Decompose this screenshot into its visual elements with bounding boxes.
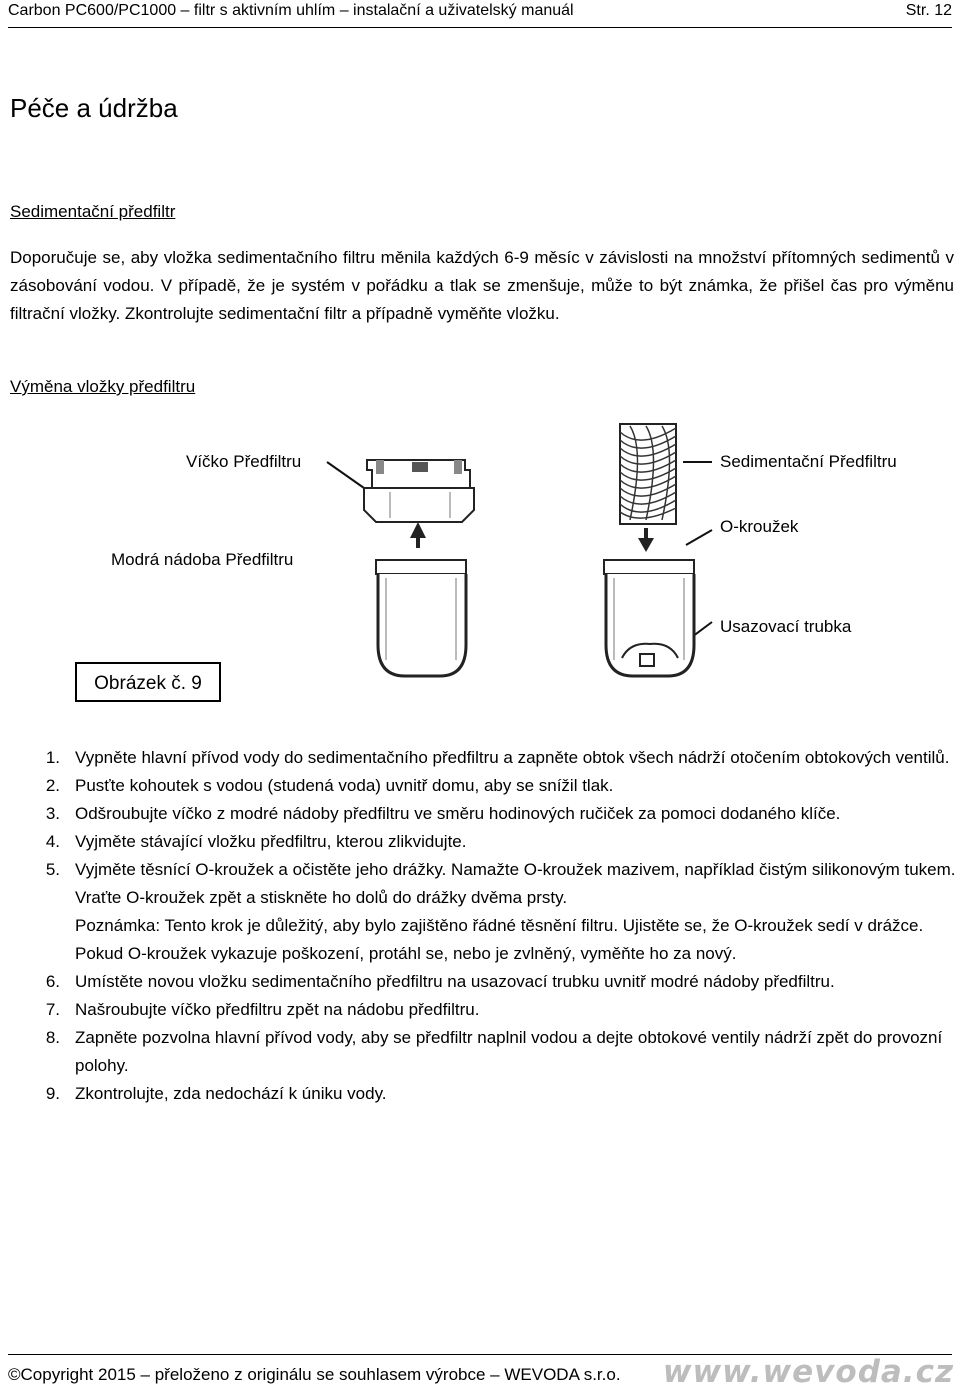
header-divider (8, 27, 952, 28)
replacement-heading: Výměna vložky předfiltru (10, 377, 196, 396)
list-item: 2. Pusťte kohoutek s vodou (studená voda) uvnitř domu, aby se snížil tlak. (45, 776, 614, 795)
instruction-steps (38, 744, 958, 1108)
footer-logo[interactable]: www.wevoda.cz (662, 1354, 954, 1390)
filter-cap-drawing (364, 460, 474, 522)
sediment-heading: Sedimentační předfiltr (10, 202, 176, 221)
document-title: Carbon PC600/PC1000 – filtr s aktivním uhlím – instalační a uživatelský manuál (8, 2, 574, 19)
bowl-right-drawing (604, 560, 694, 676)
list-item: 5. Vyjměte těsnící O-kroužek a očistěte jeho drážky. Namažte O-kroužek mazivem, například čistým silikonovým tukem. Vraťte O-kroužek zpět a stiskněte ho dolů do drážky dvěma prsty. Poznámka: Tento krok je důležitý, aby bylo zajištěno řádné těsnění filtru. Ujistěte se, že O-kroužek sedí v drážce. Pokud O-kroužek vykazuje poškození, protáhl se, nebo je zvlněný, vyměňte ho za nový. (45, 860, 956, 963)
label-bowl: Modrá nádoba Předfiltru (111, 550, 294, 569)
figure-caption: Obrázek č. 9 (75, 662, 221, 702)
label-oring: O-kroužek (720, 517, 799, 536)
footer-copyright: ©Copyright 2015 – přeloženo z originálu se souhlasem výrobce – WEVODA s.r.o. (8, 1365, 621, 1384)
sediment-paragraph: Doporučuje se, aby vložka sedimentačního filtru měnila každých 6-9 měsíc v závislosti na množství přítomných sedimentů v zásobování vodou. V případě, že je systém v pořádku a tlak se zmenšuje, může to být známka, že přišel čas pro výměnu filtrační vložky. Zkontrolujte sedimentační filtr a případně vyměňte vložku. (10, 248, 954, 323)
bowl-left-drawing (376, 560, 466, 676)
label-sediment: Sedimentační Předfiltru (720, 452, 897, 471)
list-item: 9. Zkontrolujte, zda nedochází k úniku vody. (45, 1084, 387, 1103)
oring-leader-line (686, 530, 712, 545)
cap-leader-line (327, 462, 364, 488)
section-title: Péče a údržba (10, 93, 178, 123)
filter-diagram (0, 410, 960, 690)
arrow-down-icon (638, 528, 654, 552)
list-item: 4. Vyjměte stávající vložku předfiltru, kterou zlikvidujte. (45, 832, 467, 851)
list-item: 1. Vypněte hlavní přívod vody do sedimentačního předfiltru a zapněte obtok všech nádrží otočením obtokových ventilů. (45, 748, 950, 767)
list-item: 8. Zapněte pozvolna hlavní přívod vody, aby se předfiltr naplnil vodou a dejte obtokové ventily nádrží zpět do provozní polohy. (45, 1028, 943, 1075)
list-item: 7. Našroubujte víčko předfiltru zpět na nádobu předfiltru. (45, 1000, 480, 1019)
step-note: Poznámka: Tento krok je důležitý, aby bylo zajištěno řádné těsnění filtru. Ujistěte se, že O-kroužek sedí v drážce. Pokud O-kroužek vykazuje poškození, protáhl se, nebo je zvlněný, vyměňte ho za nový. (75, 916, 924, 963)
label-cap: Víčko Předfiltru (186, 452, 302, 471)
page-header (8, 2, 952, 24)
sediment-cartridge-drawing (620, 424, 676, 524)
list-item: 6. Umístěte novou vložku sedimentačního předfiltru na usazovací trubku uvnitř modré nádoby předfiltru. (45, 972, 835, 991)
list-item: 3. Odšroubujte víčko z modré nádoby předfiltru ve směru hodinových ručiček za pomoci dodaného klíče. (45, 804, 841, 823)
arrow-up-icon (410, 522, 426, 548)
page-number: Str. 12 (905, 2, 952, 19)
label-tube: Usazovací trubka (720, 617, 852, 636)
